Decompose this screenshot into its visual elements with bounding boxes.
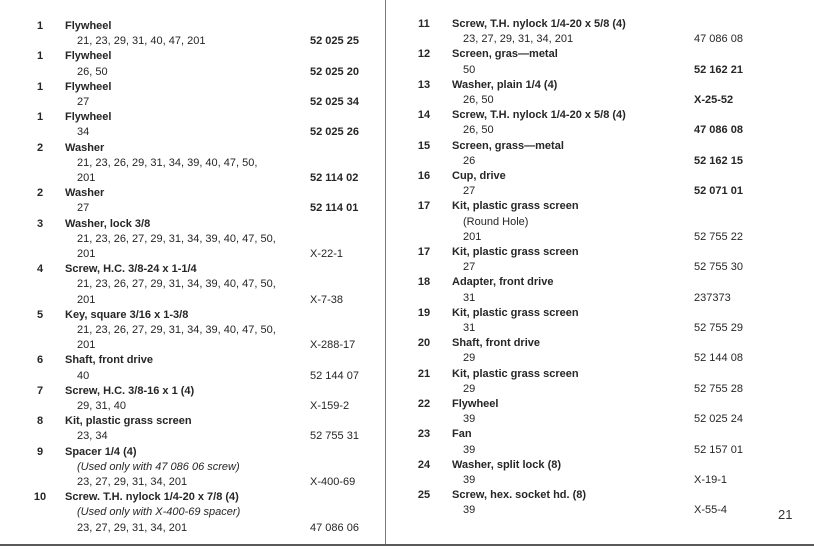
entry-line <box>0 429 385 444</box>
entry-line <box>0 293 385 308</box>
entry-line <box>0 384 385 399</box>
entry-line <box>0 65 385 80</box>
entry-line <box>386 458 786 473</box>
entry-line <box>386 367 786 382</box>
entry-line <box>386 503 786 518</box>
part-number: 52 144 07 <box>310 369 359 382</box>
reference-number: 1 <box>36 80 44 93</box>
part-number: 52 114 01 <box>310 202 359 215</box>
usage-note: (Used only with 47 086 06 screw) <box>77 460 240 473</box>
part-description: Screw, T.H. nylock 1/4-20 x 5/8 (4) <box>452 18 626 30</box>
entry-line <box>0 49 385 64</box>
parts-entry <box>386 458 786 488</box>
model-numbers: 21, 23, 26, 27, 29, 31, 34, 39, 40, 47, 50, <box>77 278 276 291</box>
entry-line <box>0 369 385 384</box>
part-description: Flywheel <box>65 111 112 124</box>
reference-number: 20 <box>417 337 431 350</box>
entry-line <box>386 32 786 47</box>
model-numbers: 21, 23, 29, 31, 40, 47, 201 <box>77 35 206 48</box>
part-number: 52 162 15 <box>694 154 743 167</box>
part-number: 52 755 29 <box>694 321 743 334</box>
parts-entry <box>386 47 786 77</box>
part-number: 47 086 06 <box>310 521 359 534</box>
reference-number: 7 <box>36 384 44 397</box>
model-numbers: 39 <box>463 504 476 517</box>
entry-line <box>386 93 786 108</box>
entry-line <box>0 353 385 368</box>
part-description: Flywheel <box>65 80 112 93</box>
entry-line <box>386 184 786 199</box>
parts-entry <box>386 275 786 305</box>
reference-number: 23 <box>417 428 431 441</box>
model-numbers: 23, 27, 29, 31, 34, 201 <box>463 33 574 46</box>
entry-line <box>0 80 385 95</box>
reference-number: 1 <box>36 20 44 32</box>
reference-number: 19 <box>417 306 431 319</box>
part-description: Shaft, front drive <box>65 354 154 367</box>
reference-number: 1 <box>36 111 44 124</box>
entry-line <box>386 215 786 230</box>
entry-line <box>0 460 385 475</box>
entry-line <box>386 336 786 351</box>
model-numbers: 27 <box>77 95 90 108</box>
part-number: X-159-2 <box>310 399 350 412</box>
model-numbers: 40 <box>77 369 90 382</box>
entry-line <box>386 108 786 123</box>
part-description: Washer, lock 3/8 <box>65 217 151 230</box>
bottom-rule <box>0 544 814 546</box>
model-numbers: 27 <box>463 261 476 274</box>
parts-entry <box>386 427 786 457</box>
entry-line <box>0 445 385 460</box>
column-divider <box>385 0 386 546</box>
entry-line <box>0 217 385 232</box>
part-description: Key, square 3/16 x 1-3/8 <box>65 308 189 321</box>
part-description: Screw, hex. socket hd. (8) <box>452 489 587 502</box>
model-numbers: 201 <box>77 293 96 306</box>
entry-line <box>386 260 786 275</box>
entry-line <box>0 475 385 490</box>
part-number: X-7-38 <box>310 293 344 306</box>
entry-line <box>386 199 786 214</box>
part-description: Flywheel <box>65 50 112 63</box>
entry-line <box>0 323 385 338</box>
reference-number: 2 <box>36 187 44 200</box>
reference-number: 17 <box>417 200 431 213</box>
entry-line <box>386 473 786 488</box>
reference-number: 12 <box>417 48 431 61</box>
reference-number: 3 <box>36 217 44 230</box>
reference-number: 17 <box>417 246 431 258</box>
part-number: X-25-52 <box>694 93 734 106</box>
part-number: 52 025 20 <box>310 65 359 78</box>
entry-line <box>0 490 385 505</box>
parts-entry <box>0 353 385 383</box>
entry-line <box>0 505 385 520</box>
entry-line <box>0 521 385 536</box>
parts-entry <box>0 49 385 79</box>
part-number: 52 755 22 <box>694 230 743 243</box>
part-description: Kit, plastic grass screen <box>452 306 579 319</box>
entry-line <box>386 47 786 62</box>
parts-entry <box>0 490 385 536</box>
entry-line <box>386 123 786 138</box>
entry-line <box>386 139 786 154</box>
entry-line <box>386 245 786 260</box>
part-description: Cup, drive <box>452 170 506 182</box>
entry-line <box>386 169 786 184</box>
part-number: 52 144 08 <box>694 352 743 365</box>
entry-line <box>386 78 786 93</box>
model-numbers: 21, 23, 26, 29, 31, 34, 39, 40, 47, 50, <box>77 156 258 169</box>
part-number: 52 755 28 <box>694 382 743 395</box>
part-number: 52 025 34 <box>310 95 359 108</box>
parts-entry <box>386 245 786 275</box>
parts-entry <box>0 19 385 49</box>
part-number: 52 755 30 <box>694 261 743 274</box>
usage-note: (Used only with X-400-69 spacer) <box>77 506 241 519</box>
part-description: Screen, grass—metal <box>452 139 564 152</box>
parts-entry <box>0 384 385 414</box>
reference-number: 13 <box>417 78 431 91</box>
part-description: Washer, plain 1/4 (4) <box>452 78 558 91</box>
model-numbers: 23, 27, 29, 31, 34, 201 <box>77 521 188 534</box>
entry-line <box>0 171 385 186</box>
part-description: Screw. T.H. nylock 1/4-20 x 7/8 (4) <box>65 491 239 504</box>
parts-entry <box>386 108 786 138</box>
reference-number: 18 <box>417 276 431 289</box>
part-description: Kit, plastic grass screen <box>452 367 579 380</box>
part-number: X-400-69 <box>310 475 356 488</box>
part-description: Screw, H.C. 3/8-24 x 1-1/4 <box>65 263 197 276</box>
model-numbers: 27 <box>77 202 90 215</box>
entry-line <box>386 427 786 442</box>
model-numbers: 201 <box>77 171 96 184</box>
parts-entry <box>0 141 385 187</box>
model-numbers: 29 <box>463 382 476 395</box>
part-description: Fan <box>452 428 472 441</box>
parts-entry <box>0 445 385 491</box>
part-number: X-22-1 <box>310 247 344 260</box>
part-description: Shaft, front drive <box>452 337 541 350</box>
entry-line <box>0 156 385 171</box>
entry-line <box>0 186 385 201</box>
entry-line <box>0 95 385 110</box>
part-number: X-288-17 <box>310 339 356 352</box>
part-description: Screw, H.C. 3/8-16 x 1 (4) <box>65 384 195 397</box>
model-numbers: 50 <box>463 63 476 76</box>
part-number: 52 157 01 <box>694 443 743 456</box>
parts-entry <box>386 397 786 427</box>
entry-line <box>386 291 786 306</box>
part-number: 52 025 26 <box>310 126 359 139</box>
entry-line <box>0 262 385 277</box>
part-description: Washer <box>65 141 105 154</box>
part-number: 52 025 25 <box>310 35 359 48</box>
entry-line <box>386 488 786 503</box>
page-number: 21 <box>778 507 793 522</box>
model-numbers: 26, 50 <box>463 124 494 137</box>
entry-line <box>0 34 385 49</box>
reference-number: 25 <box>417 489 431 502</box>
entry-line <box>386 382 786 397</box>
part-description: Flywheel <box>65 20 112 32</box>
entry-line <box>0 414 385 429</box>
entry-line <box>0 308 385 323</box>
entry-line <box>0 277 385 292</box>
model-numbers: 201 <box>77 339 96 352</box>
parts-entry <box>0 80 385 110</box>
reference-number: 5 <box>36 308 44 321</box>
reference-number: 6 <box>36 354 44 367</box>
reference-number: 2 <box>36 141 44 154</box>
parts-entry <box>386 78 786 108</box>
parts-entry <box>0 308 385 354</box>
part-description: Kit, plastic grass screen <box>452 246 579 258</box>
parts-entry <box>386 306 786 336</box>
part-description: Washer <box>65 187 105 200</box>
entry-line <box>386 306 786 321</box>
parts-entry <box>0 186 385 216</box>
entry-line <box>386 443 786 458</box>
parts-entry <box>386 199 786 245</box>
model-numbers: 26 <box>463 154 476 167</box>
reference-number: 11 <box>418 18 430 30</box>
entry-line <box>386 412 786 427</box>
reference-number: 4 <box>36 263 44 276</box>
part-description: Kit, plastic grass screen <box>65 415 192 428</box>
part-number: 52 114 02 <box>310 171 359 184</box>
model-numbers: 39 <box>463 413 476 426</box>
reference-number: 14 <box>417 109 431 122</box>
part-description: Flywheel <box>452 398 499 410</box>
part-description: Screw, T.H. nylock 1/4-20 x 5/8 (4) <box>452 109 626 122</box>
parts-entry <box>0 110 385 140</box>
entry-line <box>0 201 385 216</box>
model-numbers: (Round Hole) <box>463 215 529 228</box>
model-numbers: 23, 34 <box>77 430 108 443</box>
model-numbers: 31 <box>463 321 476 334</box>
parts-entry <box>386 139 786 169</box>
model-numbers: 21, 23, 26, 27, 29, 31, 34, 39, 40, 47, 50, <box>77 232 276 245</box>
entry-line <box>0 110 385 125</box>
entry-line <box>386 275 786 290</box>
part-number: X-55-4 <box>694 504 728 517</box>
entry-line <box>0 125 385 140</box>
entry-line <box>0 247 385 262</box>
reference-number: 15 <box>417 139 431 152</box>
model-numbers: 39 <box>463 473 476 486</box>
entry-line <box>0 338 385 353</box>
entry-line <box>386 321 786 336</box>
model-numbers: 39 <box>463 443 476 456</box>
reference-number: 1 <box>36 50 44 63</box>
model-numbers: 31 <box>463 291 476 304</box>
part-number: 47 086 08 <box>694 33 743 46</box>
model-numbers: 21, 23, 26, 27, 29, 31, 34, 39, 40, 47, 50, <box>77 323 276 336</box>
part-number: 52 755 31 <box>310 430 359 443</box>
part-number: 52 071 01 <box>694 185 743 198</box>
entry-line <box>386 230 786 245</box>
reference-number: 24 <box>417 458 431 471</box>
parts-entry <box>386 17 786 47</box>
entry-line <box>0 19 385 34</box>
model-numbers: 34 <box>77 126 90 139</box>
parts-entry <box>0 262 385 308</box>
model-numbers: 26, 50 <box>77 65 108 78</box>
parts-entry <box>386 336 786 366</box>
part-description: Adapter, front drive <box>452 276 554 289</box>
entry-line <box>0 141 385 156</box>
model-numbers: 27 <box>463 185 476 198</box>
model-numbers: 29, 31, 40 <box>77 399 126 412</box>
parts-entry <box>0 414 385 444</box>
part-number: 52 025 24 <box>694 413 743 426</box>
part-description: Kit, plastic grass screen <box>452 200 579 213</box>
entry-line <box>386 63 786 78</box>
reference-number: 16 <box>417 170 431 182</box>
part-number: 52 162 21 <box>694 63 743 76</box>
entry-line <box>0 232 385 247</box>
model-numbers: 29 <box>463 352 476 365</box>
part-number: 47 086 08 <box>694 124 743 137</box>
reference-number: 10 <box>33 491 47 504</box>
parts-entry <box>386 169 786 199</box>
parts-entry <box>386 488 786 518</box>
parts-entry <box>386 367 786 397</box>
part-description: Screen, gras—metal <box>452 48 558 61</box>
entry-line <box>386 17 786 32</box>
reference-number: 8 <box>36 415 44 428</box>
model-numbers: 201 <box>77 247 96 260</box>
model-numbers: 201 <box>463 230 482 243</box>
reference-number: 21 <box>417 367 431 380</box>
part-number: 237373 <box>694 291 731 304</box>
part-number: X-19-1 <box>694 473 728 486</box>
parts-entry <box>0 217 385 263</box>
reference-number: 9 <box>36 445 44 458</box>
part-description: Washer, split lock (8) <box>452 458 562 471</box>
entry-line <box>386 351 786 366</box>
model-numbers: 26, 50 <box>463 93 494 106</box>
model-numbers: 23, 27, 29, 31, 34, 201 <box>77 475 188 488</box>
part-description: Spacer 1/4 (4) <box>65 445 137 458</box>
entry-line <box>0 399 385 414</box>
entry-line <box>386 397 786 412</box>
entry-line <box>386 154 786 169</box>
reference-number: 22 <box>417 398 431 410</box>
